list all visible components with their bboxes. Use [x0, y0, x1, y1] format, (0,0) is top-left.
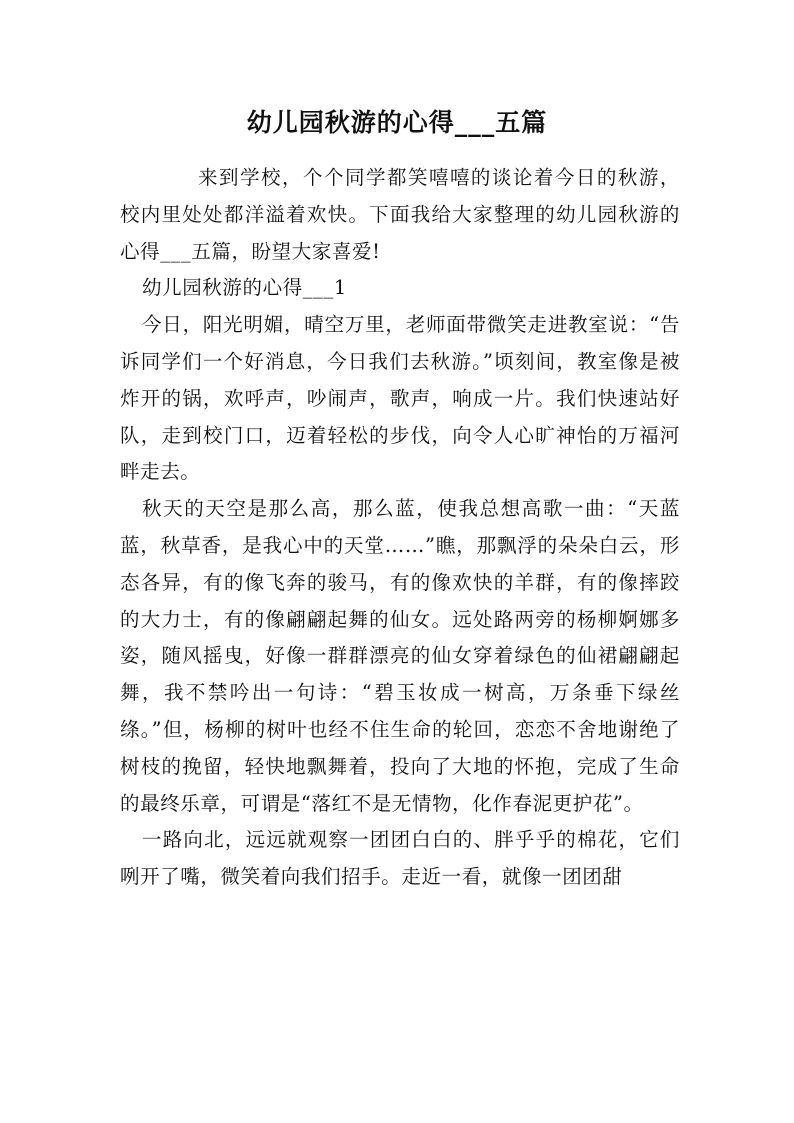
- document-body: [120, 160, 680, 896]
- body-paragraph: 一路向北，远远就观察一团团白白的、胖乎乎的棉花，它们咧开了嘴，微笑着向我们招手。走近一看，就像一团团甜: [120, 828, 680, 889]
- document-title: 幼儿园秋游的心得___五篇: [246, 108, 548, 137]
- body-paragraph: 今日，阳光明媚，晴空万里，老师面带微笑走进教室说：“告诉同学们一个好消息，今日我们去秋游。”顷刻间，教室像是被炸开的锅，欢呼声，吵闹声，歌声，响成一片。我们快速站好队，走到校门口，迈着轻松的步伐，向令人心旷神怡的万福河畔走去。: [120, 313, 680, 484]
- section-heading: 幼儿园秋游的心得___1: [142, 276, 347, 300]
- body-paragraph: 秋天的天空是那么高，那么蓝，使我总想高歌一曲：“天蓝蓝，秋草香，是我心中的天堂……”瞧，那飘浮的朵朵白云，形态各异，有的像飞奔的骏马，有的像欢快的羊群，有的像摔跤的大力士，有的像翩翩起舞的仙女。远处路两旁的杨柳婀娜多姿，随风摇曳，好像一群群漂亮的仙女穿着绿色的仙裙翩翩起舞，我不禁吟出一句诗：“碧玉妆成一树高，万条垂下绿丝绦。”但，杨柳的树叶也经不住生命的轮回，恋恋不舍地谢绝了树枝的挽留，轻快地飘舞着，投向了大地的怀抱，完成了生命的最终乐章，可谓是“落红不是无情物，化作春泥更护花”。: [120, 497, 680, 815]
- intro-paragraph: 来到学校，个个同学都笑嘻嘻的谈论着今日的秋游，校内里处处都洋溢着欢快。下面我给大家整理的幼儿园秋游的心得___五篇，盼望大家喜爱!: [120, 166, 680, 263]
